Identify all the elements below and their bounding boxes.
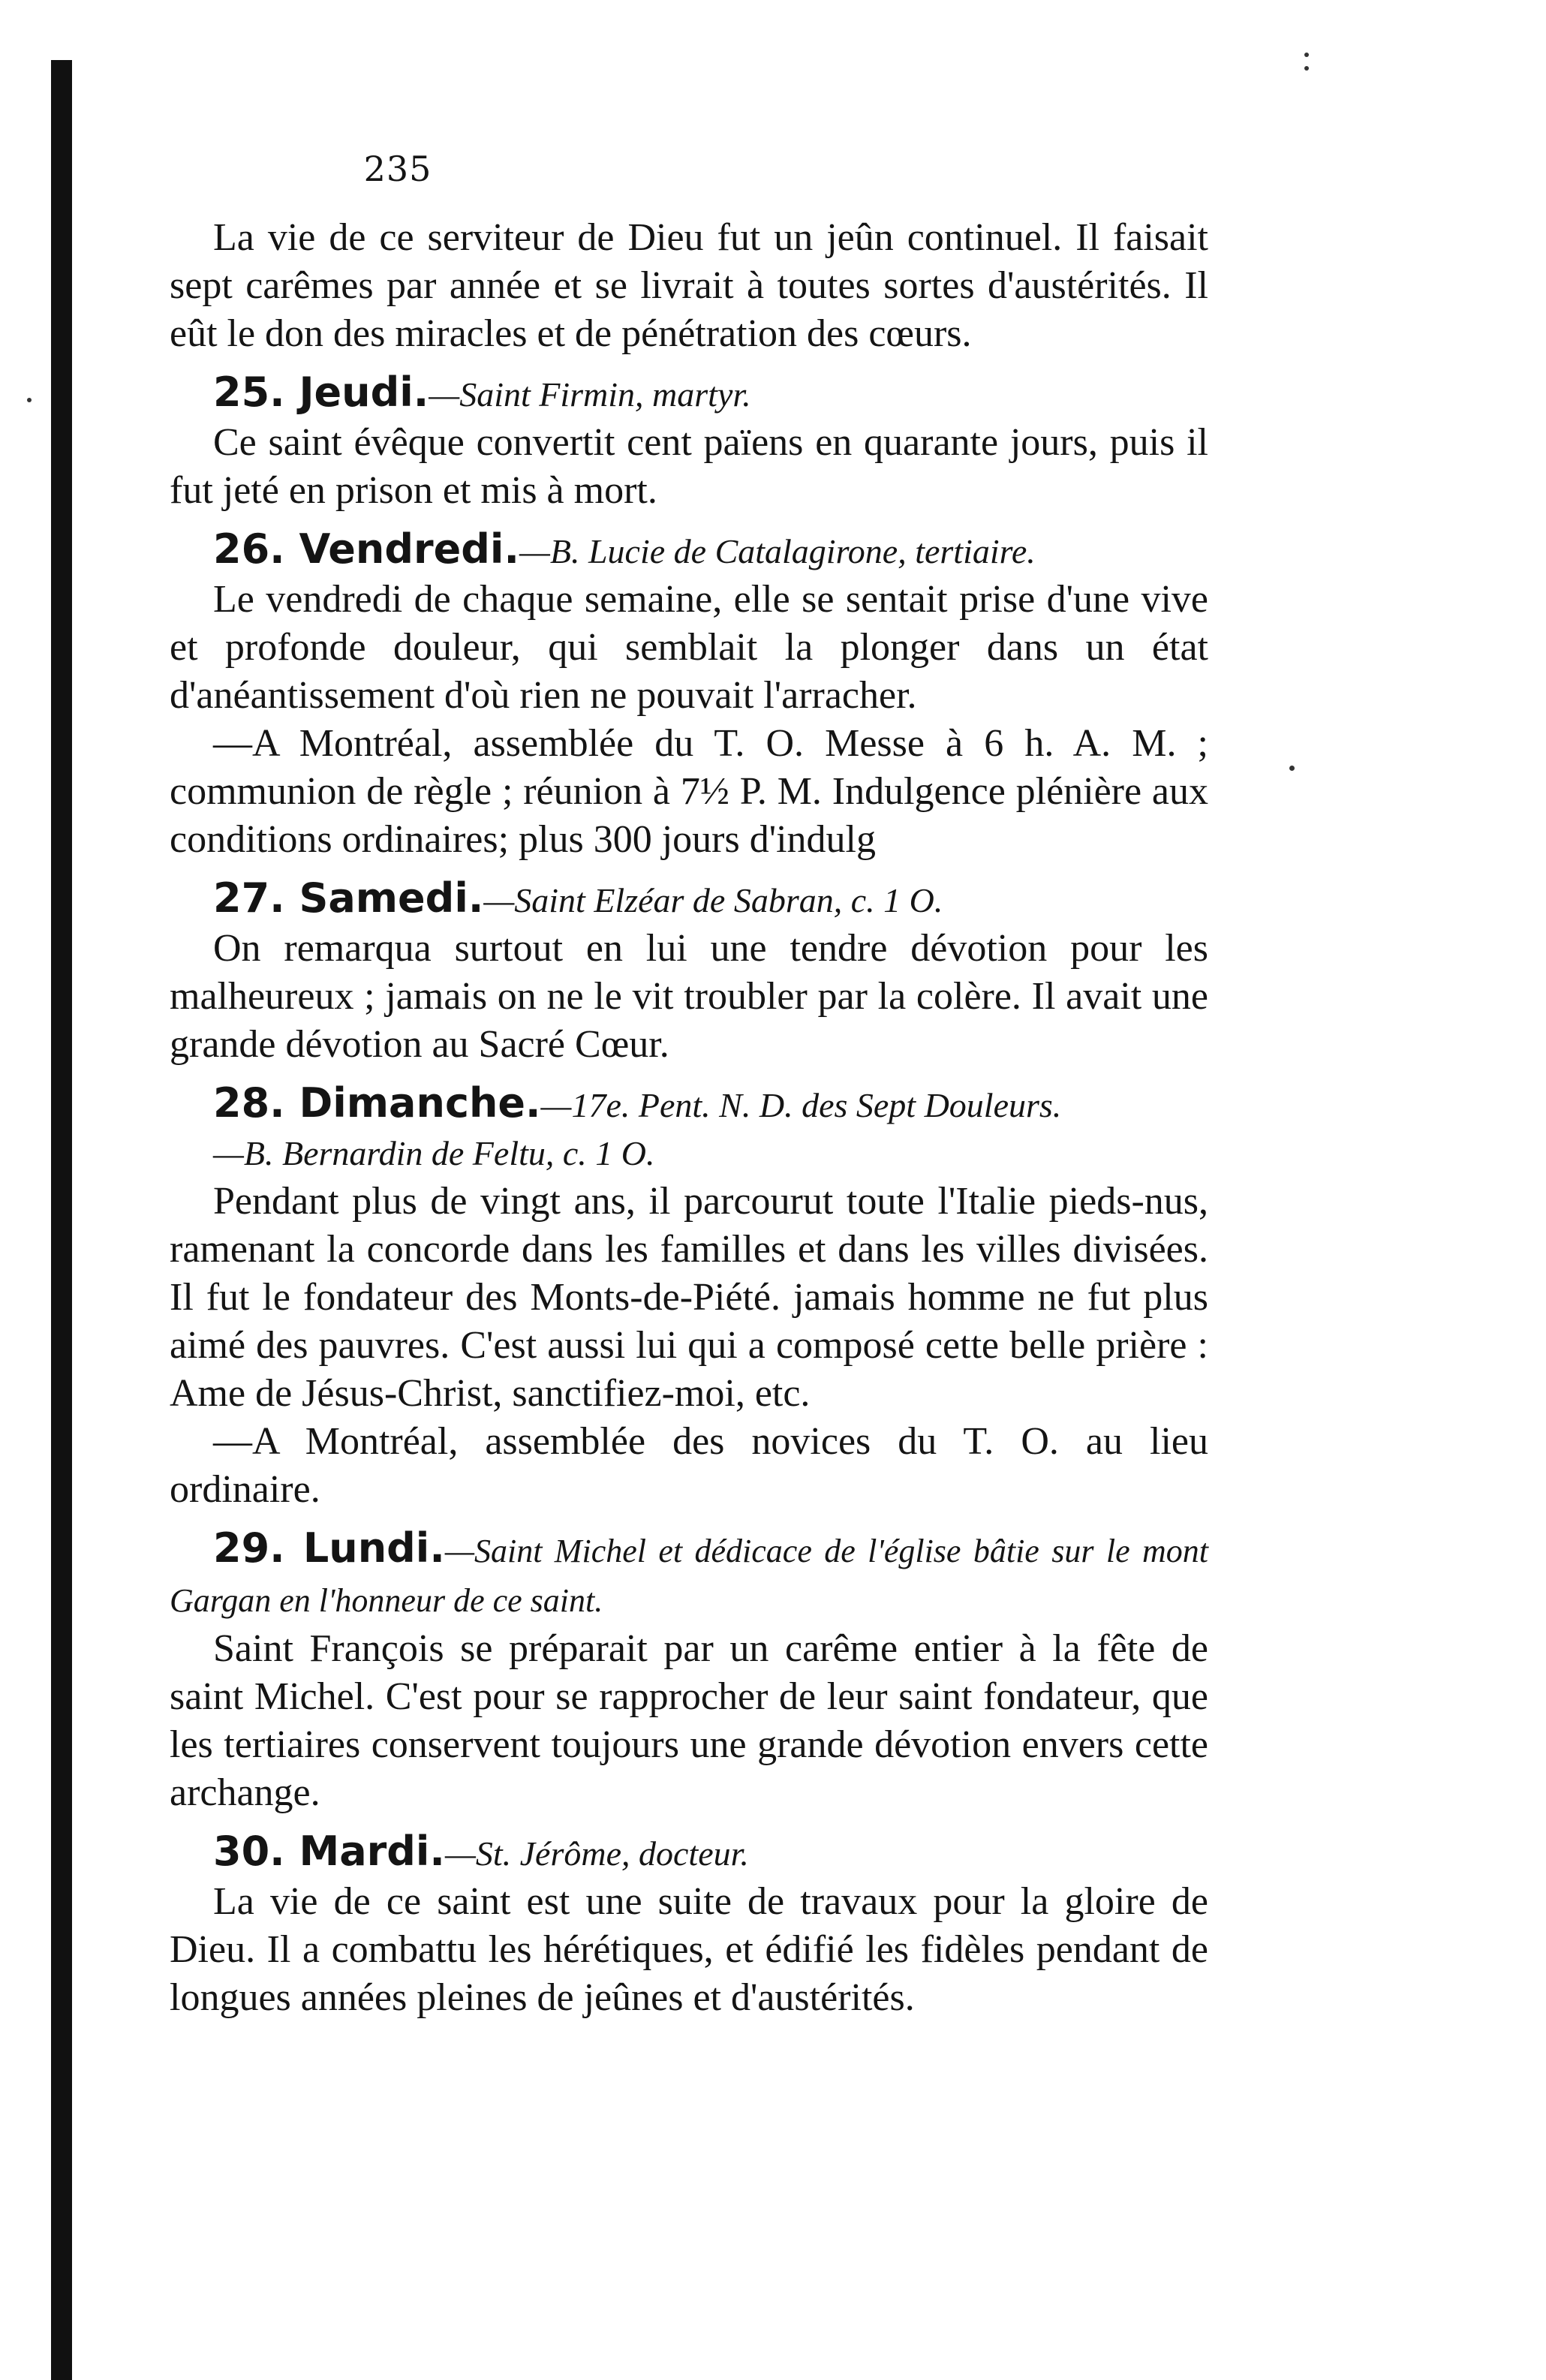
entry-heading-30	[170, 1828, 1208, 1878]
day-label: 28. Dimanche.	[213, 1079, 541, 1127]
entry-paragraph: Le vendredi de chaque semaine, elle se sentait prise d'une vive et profonde douleur, qui semblait la plonger dans un état d'anéantissement d'où rien ne pouvait l'arracher.	[170, 578, 1208, 717]
scan-speck	[1289, 766, 1295, 771]
feast-title: —Saint Elzéar de Sabran, c. 1 O.	[483, 881, 943, 919]
page-number: 235	[363, 149, 432, 189]
day-label: 25. Jeudi.	[213, 369, 429, 416]
entry-paragraph: Pendant plus de vingt ans, il parcourut toute l'Italie pieds-nus, ramenant la concorde dans les familles et dans les villes divisées. Il fut le fondateur des Monts-de-Piété. jamais homme ne fut plus aimé des pauvres. C'est aussi lui qui a composé cette belle prière : Ame de Jésus-Christ, sanctifiez-moi, etc.	[170, 1180, 1208, 1415]
entry-heading-28	[170, 1079, 1208, 1130]
sub-feast-title: —B. Bernardin de Feltu, c. 1 O.	[213, 1134, 655, 1172]
day-label: 27. Samedi.	[213, 874, 484, 922]
feast-title: —St. Jérôme, docteur.	[444, 1834, 749, 1873]
feast-title: —Saint Michel et dédicace de l'église bâtie sur le mont Gargan en l'honneur de ce saint.	[170, 1533, 1209, 1619]
day-label: 30. Mardi.	[213, 1828, 445, 1875]
entry-paragraph: Ce saint évêque convertit cent païens en quarante jours, puis il fut jeté en prison et mis à mort.	[170, 421, 1208, 512]
scan-speck	[1304, 66, 1309, 71]
book-spine-edge	[51, 60, 72, 2380]
day-label: 26. Vendredi.	[213, 525, 519, 573]
entry-heading-26	[170, 525, 1208, 576]
feast-title: —Saint Firmin, martyr.	[429, 375, 751, 414]
scan-speck	[27, 398, 32, 402]
entry-paragraph: On remarqua surtout en lui une tendre dévotion pour les malheureux ; jamais on ne le vit troubler par la colère. Il avait une grande dévotion au Sacré Cœur.	[170, 927, 1208, 1066]
entry-heading-29	[170, 1524, 1208, 1625]
feast-title: —17e. Pent. N. D. des Sept Douleurs.	[540, 1086, 1062, 1124]
intro-paragraph: La vie de ce serviteur de Dieu fut un jeûn continuel. Il faisait sept carêmes par année et se livrait à toutes sortes d'austérités. Il eût le don des miracles et de pénétration des cœurs.	[170, 216, 1208, 355]
entry-paragraph: —A Montréal, assemblée du T. O. Messe à 6 h. A. M. ; communion de règle ; réunion à 7½ P. M. Indulgence plénière aux conditions ordinaires; plus 300 jours d'indulg	[170, 722, 1208, 861]
scan-speck	[1304, 53, 1309, 57]
day-label: 29. Lundi.	[213, 1524, 445, 1572]
entry-paragraph: La vie de ce saint est une suite de travaux pour la gloire de Dieu. Il a combattu les hérétiques, et édifié les fidèles pendant de longues années pleines de jeûnes et d'austérités.	[170, 1880, 1208, 2019]
entry-heading-25	[170, 369, 1208, 419]
feast-title: —B. Lucie de Catalagirone, tertiaire.	[519, 532, 1036, 570]
entry-paragraph: —A Montréal, assemblée des novices du T. O. au lieu ordinaire.	[170, 1420, 1208, 1511]
entry-heading-27	[170, 874, 1208, 925]
entry-paragraph: Saint François se préparait par un carême entier à la fête de saint Michel. C'est pour se rapprocher de leur saint fondateur, que les tertiaires conservent toujours une grande dévotion envers cette archange.	[170, 1627, 1208, 1814]
page-text-column	[170, 214, 1208, 2022]
